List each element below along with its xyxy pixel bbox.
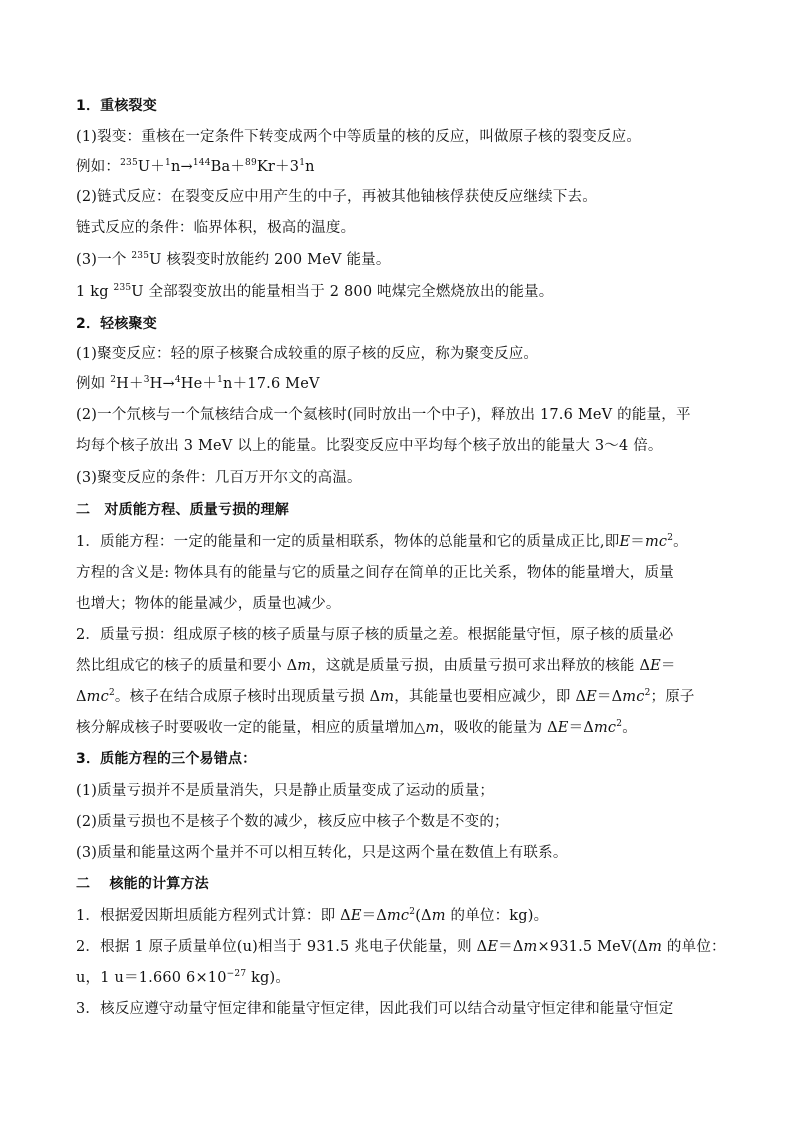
fusion-energy-line1: (2)一个氘核与一个氚核结合成一个氦核时(同时放出一个中子)，释放出 17.6 MeV 的能量，平 [76,407,691,423]
fusion-equation: 例如 $^2$H＋$^3$H→$^4$He＋$^1$n＋17.6 MeV [76,375,320,392]
mass-defect-line1: 2．质量亏损：组成原子核的核子质量与原子核的质量之差。根据能量守恒，原子核的质量必 [76,627,674,643]
chain-reaction-definition: (2)链式反应：在裂变反应中用产生的中子，再被其他铀核俘获使反应继续下去。 [76,189,597,205]
fusion-definition: (1)聚变反应：轻的原子核聚合成较重的原子核的反应，称为聚变反应。 [76,346,539,362]
fission-equation: 例如：$^{235}U+^1n\to^{144}Ba+^{89}Kr+3^1n$ [76,158,315,175]
equation-meaning-line2: 也增大；物体的能量减少，质量也减少。 [76,596,341,612]
fission-definition: (1)裂变：重核在一定条件下转变成两个中等质量的核的反应，叫做原子核的裂变反应。 [76,129,642,145]
error-point-1: (1)质量亏损并不是质量消失，只是静止质量变成了运动的质量； [76,783,495,799]
calc-method-2-line1: 2．根据 1 原子质量单位(u)相当于 931.5 兆电子伏能量，则 ΔE＝Δm×931.5 MeV(Δm 的单位： [76,939,726,955]
u235-mass-number: 235 [120,158,138,168]
heading-light-fusion: 2．轻核聚变 [76,316,157,332]
error-point-3: (3)质量和能量这两个量并不可以相互转化，只是这两个量在数值上有联系。 [76,845,568,861]
equation-meaning-line1: 方程的含义是: 物体具有的能量与它的质量之间存在简单的正比关系，物体的能量增大，质量 [76,565,674,581]
mass-defect-line3: Δmc$^2$。核子在结合成原子核时出现质量亏损 Δm，其能量也要相应减少，即 ΔE＝Δmc$^2$；原子 [76,688,695,705]
heading-mass-energy: 二 对质能方程、质量亏损的理解 [76,502,289,518]
heading-nuclear-energy-calc: 二 核能的计算方法 [76,876,209,892]
fission-coal-equivalent: 1 kg $^{235}$U 全部裂变放出的能量相当于 2 800 吨煤完全燃烧放出的能量。 [76,283,554,300]
fusion-conditions: (3)聚变反应的条件：几百万开尔文的高温。 [76,470,362,486]
error-point-2: (2)质量亏损也不是核子个数的减少，核反应中核子个数是不变的； [76,814,509,830]
heading-common-errors: 3．质能方程的三个易错点： [76,751,257,767]
chain-reaction-conditions: 链式反应的条件：临界体积，极高的温度。 [76,220,356,236]
calc-method-3: 3．核反应遵守动量守恒定律和能量守恒定律，因此我们可以结合动量守恒定律和能量守恒定 [76,1001,674,1017]
heading-heavy-fission: 1．重核裂变 [76,98,157,114]
calc-method-1: 1．根据爱因斯坦质能方程列式计算：即 ΔE＝Δmc$^2$(Δm 的单位：kg)。 [76,907,549,924]
fusion-energy-line2: 均每个核子放出 3 MeV 以上的能量。比裂变反应中平均每个核子放出的能量大 3～4 倍。 [76,438,663,454]
mass-defect-line4: 核分解成核子时要吸收一定的能量，相应的质量增加△m，吸收的能量为 ΔE＝Δmc$^2$。 [76,719,637,736]
fission-energy: (3)一个 $^{235}$U 核裂变时放能约 200 MeV 能量。 [76,251,391,268]
calc-method-2-line2: u，1 u＝1.660 $6\times 10^{-27}$ kg)。 [76,969,291,986]
mass-defect-line2: 然比组成它的核子的质量和要小 Δm，这就是质量亏损，由质量亏损可求出释放的核能 ΔE＝ [76,658,676,674]
mass-energy-equation: 1．质能方程：一定的能量和一定的质量相联系，物体的总能量和它的质量成正比,即$E=mc^2$。 [76,533,688,550]
